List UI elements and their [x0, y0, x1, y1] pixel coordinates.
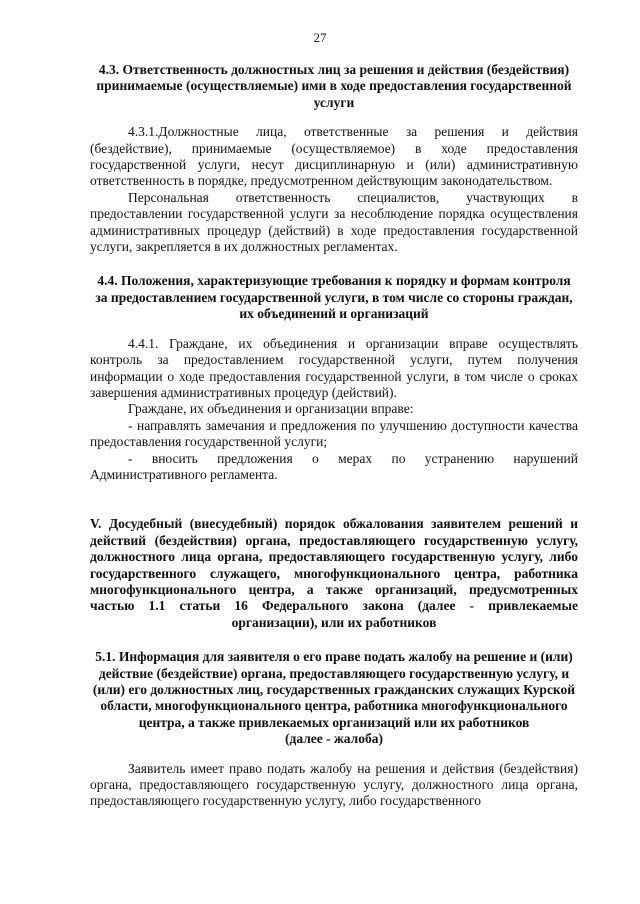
section-4-3-paragraph-1: 4.3.1.Должностные лица, ответственные за решения и действия (бездействие), принимаемые (осуществляемое) в ходе предоставления государственной услуги, несут дисциплинарную и (или) административную ответственность в порядке, предусмотренном действующим законодательством.: [90, 124, 578, 189]
section-5-heading: V. Досудебный (внесудебный) порядок обжалования заявителем решений и действий (бездействия) органа, предоставляющего государственную услугу, должностного лица органа, предоставляющего государственную услугу, либо государственного служащего, многофункционального центра, работника многофункционального центра, а также организаций, предусмотренных частью 1.1 статьи 16 Федерального закона (далее - привлекаемые организации), или их работников: [90, 516, 578, 630]
section-5-1-paragraph-1: Заявитель имеет право подать жалобу на решения и действия (бездействия) органа, предоставляющего государственную услугу, должностного лица органа, предоставляющего государственную услугу, либо государственного: [90, 760, 578, 809]
section-4-4-paragraph-2: Граждане, их объединения и организации вправе:: [128, 401, 414, 417]
section-4-3-heading: 4.3. Ответственность должностных лиц за решения и действия (бездействия) принимаемые (осуществляемые) ими в ходе предоставления государственной услуги: [96, 62, 572, 110]
document-body: [90, 62, 578, 810]
section-4-4-paragraph-1: 4.4.1. Граждане, их объединения и организации вправе осуществлять контроль за предоставлением государственной услуги, путем получения информации о ходе предоставления государственной услуги, в том числе о сроках завершения административных процедур (действий).: [90, 335, 578, 400]
section-4-3-paragraph-2: Персональная ответственность специалистов, участвующих в предоставлении государственной услуги за несоблюдение порядка осуществления административных процедур (действий) в ходе предоставления государственной услуги, закрепляется в их должностных регламентах.: [90, 189, 578, 255]
page-number: 27: [313, 30, 327, 45]
section-4-4-paragraph-4: - вносить предложения о мерах по устранению нарушений Административного регламента.: [90, 450, 578, 482]
section-4-4-heading: 4.4. Положения, характеризующие требования к порядку и формам контроля за предоставлением государственной услуги, в том числе со стороны граждан, их объединений и организаций: [95, 273, 573, 322]
section-5-1-heading-note: (далее - жалоба): [285, 731, 383, 747]
section-5-1-heading: 5.1. Информация для заявителя о его праве подать жалобу на решение и (или) действие (бездействие) органа, предоставляющего государственную услугу, и (или) его должностных лиц, государственных гражданских служащих Курской области, многофункционального центра, работника многофункционального центра, а также привлекаемых организаций или их работников: [92, 649, 576, 730]
section-4-4-paragraph-3: - направлять замечания и предложения по улучшению доступности качества предоставления государственной услуги;: [90, 417, 578, 450]
